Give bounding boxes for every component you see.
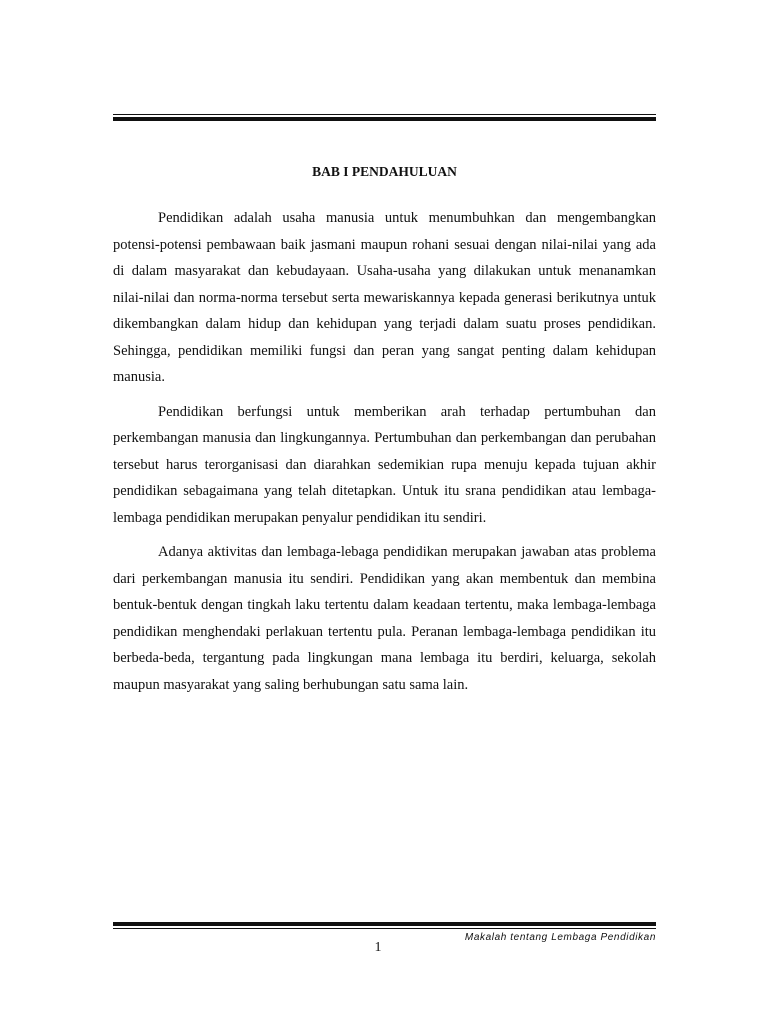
header-rule-thick-line	[113, 117, 656, 121]
paragraph-1: Pendidikan adalah usaha manusia untuk menumbuhkan dan mengembangkan potensi-potensi pembawaan baik jasmani maupun rohani sesuai dengan nilai-nilai yang ada di dalam masyarakat dan kebudayaan. Usaha-usaha yang dilakukan untuk menanamkan nilai-nilai dan norma-norma tersebut serta mewariskannya kepada generasi berikutnya untuk dikembangkan dalam hidup dan kehidupan yang terjadi dalam suatu proses pendidikan. Sehingga, pendidikan memiliki fungsi dan peran yang sangat penting dalam kehidupan manusia.	[113, 210, 656, 385]
header-rule-thin-line	[113, 114, 656, 115]
footer-rule	[113, 922, 656, 930]
body-text	[113, 205, 656, 706]
header-rule	[113, 114, 656, 122]
footer-document-title: Makalah tentang Lembaga Pendidikan	[464, 932, 656, 943]
paragraph-3: Adanya aktivitas dan lembaga-lebaga pendidikan merupakan jawaban atas problema dari perkembangan manusia itu sendiri. Pendidikan yang akan membentuk dan membina bentuk-bentuk dengan tingkah laku tertentu dalam keadaan tertentu, maka lembaga-lembaga pendidikan menghendaki perlakuan tertentu pula. Peranan lembaga-lembaga pendidikan itu berbeda-beda, tergantung pada lingkungan mana lembaga itu berdiri, keluarga, sekolah maupun masyarakat yang saling berhubungan satu sama lain.	[113, 544, 656, 693]
page-number: 1	[374, 940, 382, 955]
paragraph-2: Pendidikan berfungsi untuk memberikan arah terhadap pertumbuhan dan perkembangan manusia dan lingkungannya. Pertumbuhan dan perkembangan dan perubahan tersebut harus terorganisasi dan diarahkan sedemikian rupa menuju kepada tujuan akhir pendidikan sebagaimana yang telah ditetapkan. Untuk itu srana pendidikan atau lembaga-lembaga pendidikan merupakan penyalur pendidikan itu sendiri.	[113, 403, 656, 526]
footer-rule-thin-line	[113, 928, 656, 929]
footer-rule-thick-line	[113, 922, 656, 926]
chapter-title: BAB I PENDAHULUAN	[312, 164, 457, 179]
